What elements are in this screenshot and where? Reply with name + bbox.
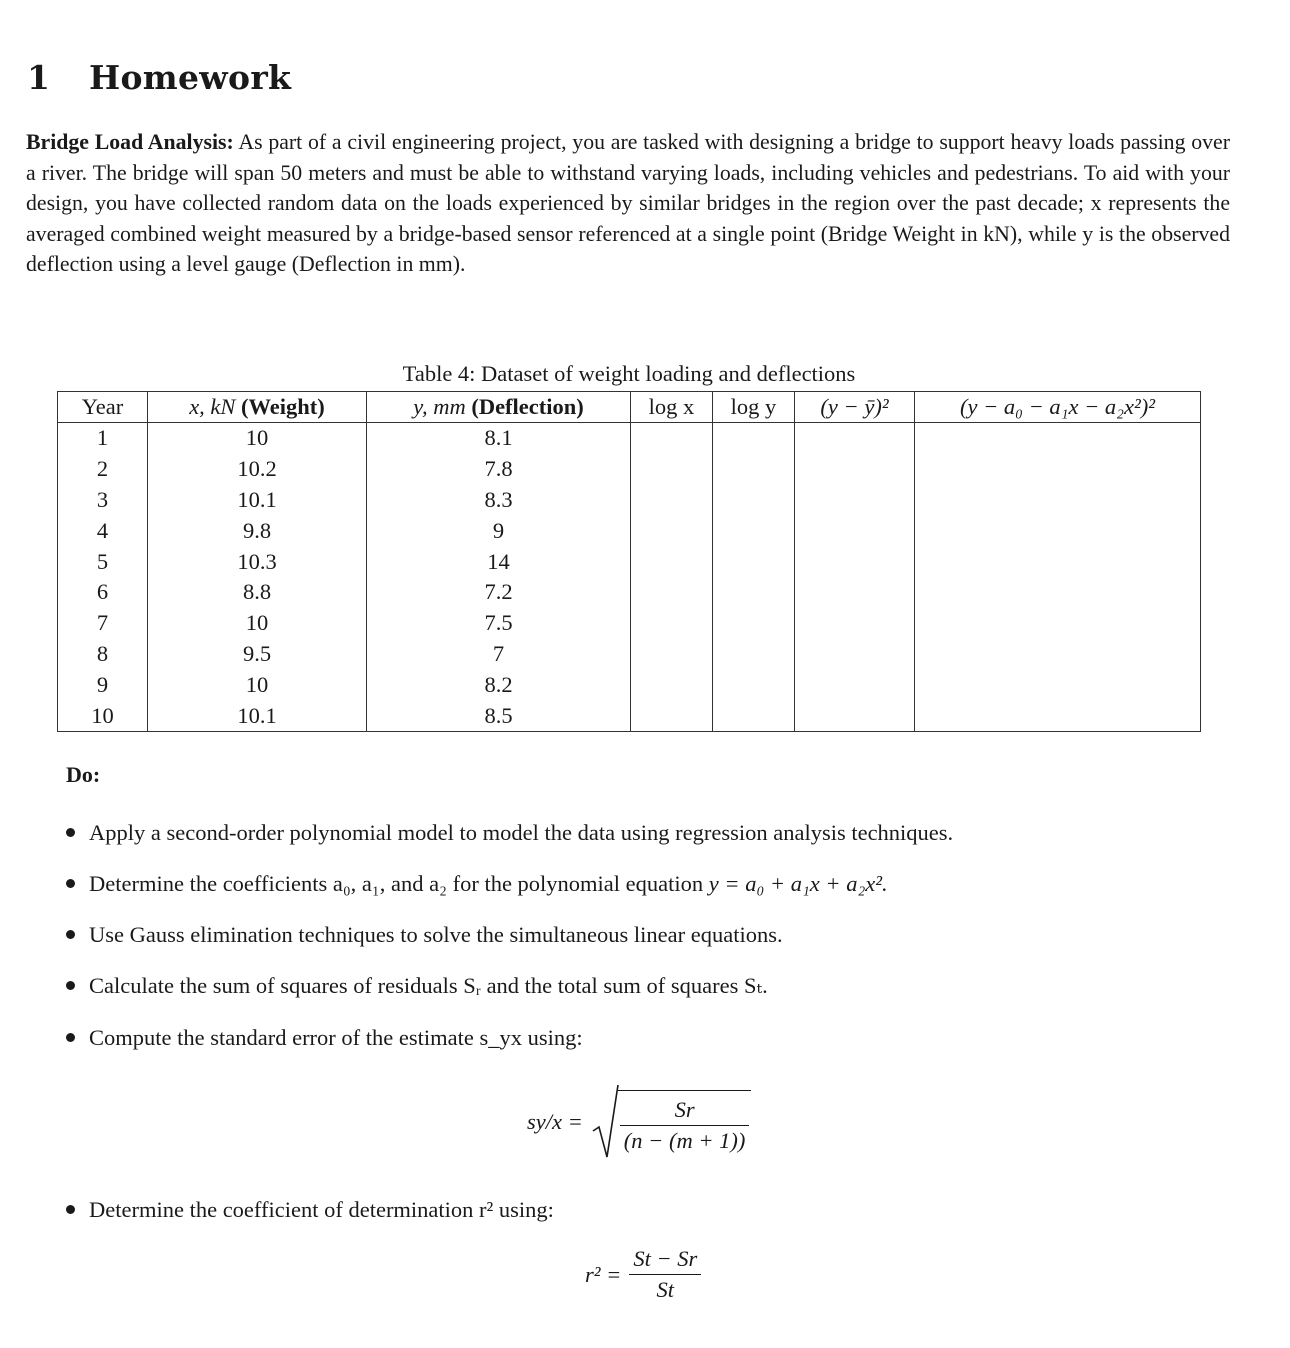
table-row <box>58 454 1201 485</box>
cell-year: 9 <box>58 669 148 700</box>
bullet-icon <box>66 1205 75 1214</box>
cell-year: 1 <box>58 423 148 454</box>
cell-deflection: 7.5 <box>367 608 631 639</box>
table-row <box>58 700 1201 731</box>
cell-residual <box>915 700 1201 731</box>
cell-log-x <box>631 700 713 731</box>
cell-log-y <box>713 454 795 485</box>
cell-year: 4 <box>58 515 148 546</box>
section-number: 1 <box>27 58 51 97</box>
header-residual-squared: (y − a₀ − a₁x − a₂x²)² <box>915 392 1201 423</box>
cell-deflection: 7.8 <box>367 454 631 485</box>
cell-log-y <box>713 577 795 608</box>
cell-log-y <box>713 423 795 454</box>
table-row <box>58 669 1201 700</box>
task-item: Determine the coefficients a₀, a₁, and a₂ for the polynomial equation y = a₀ + a₁x + a₂x². <box>66 871 888 897</box>
cell-weight: 10.2 <box>148 454 367 485</box>
section-heading <box>27 58 291 97</box>
formula-denominator: (n − (m + 1)) <box>623 1128 746 1153</box>
header-log-y: log y <box>713 392 795 423</box>
table-row <box>58 546 1201 577</box>
formula-numerator: St − Sr <box>629 1246 701 1275</box>
table-row <box>58 485 1201 516</box>
cell-log-x <box>631 423 713 454</box>
cell-weight: 10 <box>148 608 367 639</box>
cell-weight: 10.1 <box>148 485 367 516</box>
table-row <box>58 423 1201 454</box>
cell-year: 5 <box>58 546 148 577</box>
cell-year: 10 <box>58 700 148 731</box>
cell-log-y <box>713 515 795 546</box>
cell-residual <box>915 577 1201 608</box>
header-year: Year <box>58 392 148 423</box>
data-table <box>57 391 1201 732</box>
task-item: Compute the standard error of the estimate s_yx using: <box>66 1025 583 1051</box>
header-deflection: y, mm (Deflection) <box>367 392 631 423</box>
sqrt-radicand <box>618 1090 752 1154</box>
cell-deflection: 14 <box>367 546 631 577</box>
bullet-icon <box>66 879 75 888</box>
task-item: Calculate the sum of squares of residuals Sᵣ and the total sum of squares Sₜ. <box>66 973 768 999</box>
cell-log-x <box>631 454 713 485</box>
task-item: Determine the coefficient of determination r² using: <box>66 1197 554 1223</box>
task-item: Apply a second-order polynomial model to model the data using regression analysis techniques. <box>66 820 953 846</box>
cell-weight: 10.1 <box>148 700 367 731</box>
cell-deviation <box>795 577 915 608</box>
cell-deviation <box>795 639 915 670</box>
cell-deviation <box>795 546 915 577</box>
table-caption: Table 4: Dataset of weight loading and deflections <box>402 361 856 386</box>
intro-text: As part of a civil engineering project, you are tasked with designing a bridge to support heavy loads passing over a river. The bridge will span 50 meters and must be able to withstand varying loads, including vehicles and pedestrians. To aid with your design, you have collected random data on the loads experienced by similar bridges in the region over the past decade; x represents the averaged combined weight measured by a bridge-based sensor referenced at a single point (Bridge Weight in kN), while y is the observed deflection using a level gauge (Deflection in mm). <box>26 130 1230 277</box>
formula-numerator: Sr <box>620 1097 750 1126</box>
cell-residual <box>915 608 1201 639</box>
cell-weight: 10 <box>148 669 367 700</box>
cell-log-y <box>713 669 795 700</box>
formula-lhs: r² = <box>585 1261 622 1287</box>
intro-paragraph <box>26 127 1230 280</box>
header-deviation-squared: (y − ȳ)² <box>795 392 915 423</box>
formula-lhs: sy/x = <box>527 1109 583 1134</box>
cell-residual <box>915 515 1201 546</box>
cell-deflection: 8.1 <box>367 423 631 454</box>
cell-deviation <box>795 423 915 454</box>
cell-residual <box>915 546 1201 577</box>
cell-weight: 10.3 <box>148 546 367 577</box>
bullet-icon <box>66 828 75 837</box>
intro-lead: Bridge Load Analysis: <box>26 130 234 154</box>
cell-deflection: 8.5 <box>367 700 631 731</box>
cell-log-y <box>713 639 795 670</box>
cell-log-y <box>713 485 795 516</box>
table-header-row <box>58 392 1201 423</box>
cell-weight: 8.8 <box>148 577 367 608</box>
cell-year: 6 <box>58 577 148 608</box>
cell-deflection: 7 <box>367 639 631 670</box>
bullet-icon <box>66 930 75 939</box>
sqrt-icon <box>591 1083 619 1161</box>
cell-deviation <box>795 485 915 516</box>
cell-log-x <box>631 669 713 700</box>
table-row <box>58 639 1201 670</box>
cell-deviation <box>795 515 915 546</box>
table-row <box>58 515 1201 546</box>
cell-log-x <box>631 515 713 546</box>
cell-year: 8 <box>58 639 148 670</box>
bullet-icon <box>66 1033 75 1042</box>
cell-log-y <box>713 700 795 731</box>
cell-deflection: 7.2 <box>367 577 631 608</box>
cell-deflection: 9 <box>367 515 631 546</box>
cell-deviation <box>795 669 915 700</box>
standard-error-formula <box>527 1082 751 1162</box>
table-row <box>58 608 1201 639</box>
cell-residual <box>915 669 1201 700</box>
cell-log-y <box>713 608 795 639</box>
cell-deviation <box>795 700 915 731</box>
cell-weight: 9.8 <box>148 515 367 546</box>
cell-log-y <box>713 546 795 577</box>
cell-residual <box>915 454 1201 485</box>
cell-log-x <box>631 639 713 670</box>
table-row <box>58 577 1201 608</box>
section-title: Homework <box>89 58 292 97</box>
cell-year: 3 <box>58 485 148 516</box>
cell-log-x <box>631 608 713 639</box>
cell-year: 7 <box>58 608 148 639</box>
cell-log-x <box>631 546 713 577</box>
formula-fraction <box>629 1246 701 1303</box>
cell-log-x <box>631 485 713 516</box>
cell-year: 2 <box>58 454 148 485</box>
cell-weight: 9.5 <box>148 639 367 670</box>
header-weight: x, kN (Weight) <box>148 392 367 423</box>
cell-log-x <box>631 577 713 608</box>
cell-residual <box>915 639 1201 670</box>
cell-deflection: 8.3 <box>367 485 631 516</box>
cell-deflection: 8.2 <box>367 669 631 700</box>
bullet-icon <box>66 981 75 990</box>
task-item: Use Gauss elimination techniques to solve the simultaneous linear equations. <box>66 922 783 948</box>
cell-weight: 10 <box>148 423 367 454</box>
cell-deviation <box>795 454 915 485</box>
do-label: Do: <box>66 762 101 787</box>
formula-denominator: St <box>656 1277 675 1302</box>
cell-residual <box>915 485 1201 516</box>
cell-deviation <box>795 608 915 639</box>
header-log-x: log x <box>631 392 713 423</box>
r-squared-formula <box>585 1246 701 1303</box>
cell-residual <box>915 423 1201 454</box>
